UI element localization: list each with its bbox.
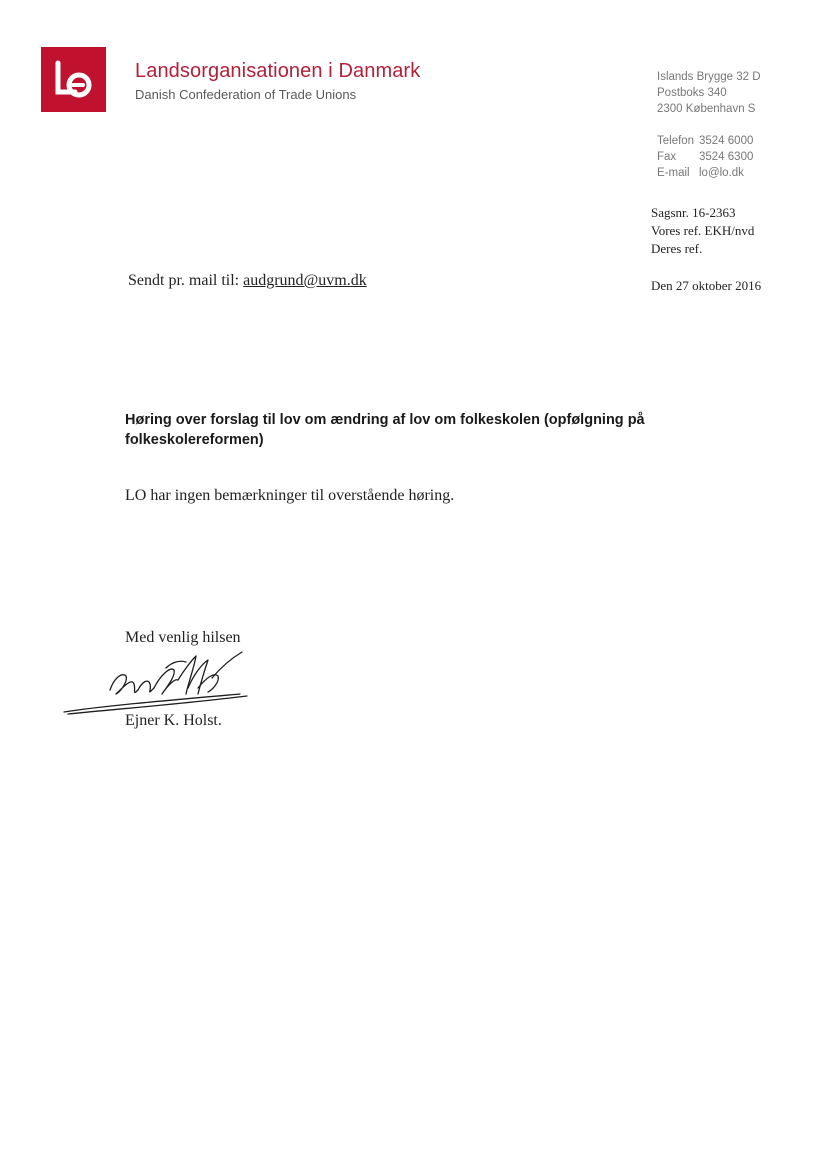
our-reference: Vores ref. EKH/nvd [651, 223, 755, 238]
signature-graphic [62, 648, 252, 718]
lo-logo-mark [41, 47, 106, 112]
closing-line: Med venlig hilsen [125, 629, 241, 646]
letter-body: LO har ingen bemærkninger til overstående høring. [125, 487, 455, 504]
organization-name: Landsorganisationen i Danmark [135, 60, 421, 82]
contact-fax-row [657, 149, 753, 165]
contact-block [657, 133, 753, 181]
email-value[interactable]: lo@lo.dk [699, 167, 744, 179]
signer-name: Ejner K. Holst. [125, 712, 222, 729]
phone-value: 3524 6000 [699, 135, 754, 147]
address-pobox: Postboks 340 [657, 87, 727, 99]
address-block [657, 69, 761, 117]
organization-subtitle: Danish Confederation of Trade Unions [135, 87, 357, 102]
fax-value: 3524 6300 [699, 151, 754, 163]
recipient-email-link[interactable]: audgrund@uvm.dk [243, 272, 367, 289]
phone-label: Telefon [657, 135, 695, 147]
your-reference: Deres ref. [651, 241, 703, 256]
reference-block [651, 204, 754, 258]
case-number: Sagsnr. 16-2363 [651, 205, 736, 220]
fax-label: Fax [657, 151, 677, 163]
sent-line [128, 272, 367, 290]
address-street: Islands Brygge 32 D [657, 71, 761, 83]
address-city: 2300 København S [657, 103, 756, 115]
sent-prefix: Sendt pr. mail til: [128, 272, 244, 289]
lo-logo [41, 47, 106, 112]
contact-email-row [657, 165, 753, 181]
contact-phone-row [657, 133, 753, 149]
letter-date: Den 27 oktober 2016 [651, 278, 762, 293]
letter-heading: Høring over forslag til lov om ændring af lov om folkeskolen (opfølgning på folkeskolereformen) [125, 412, 645, 448]
email-label: E-mail [657, 167, 690, 179]
